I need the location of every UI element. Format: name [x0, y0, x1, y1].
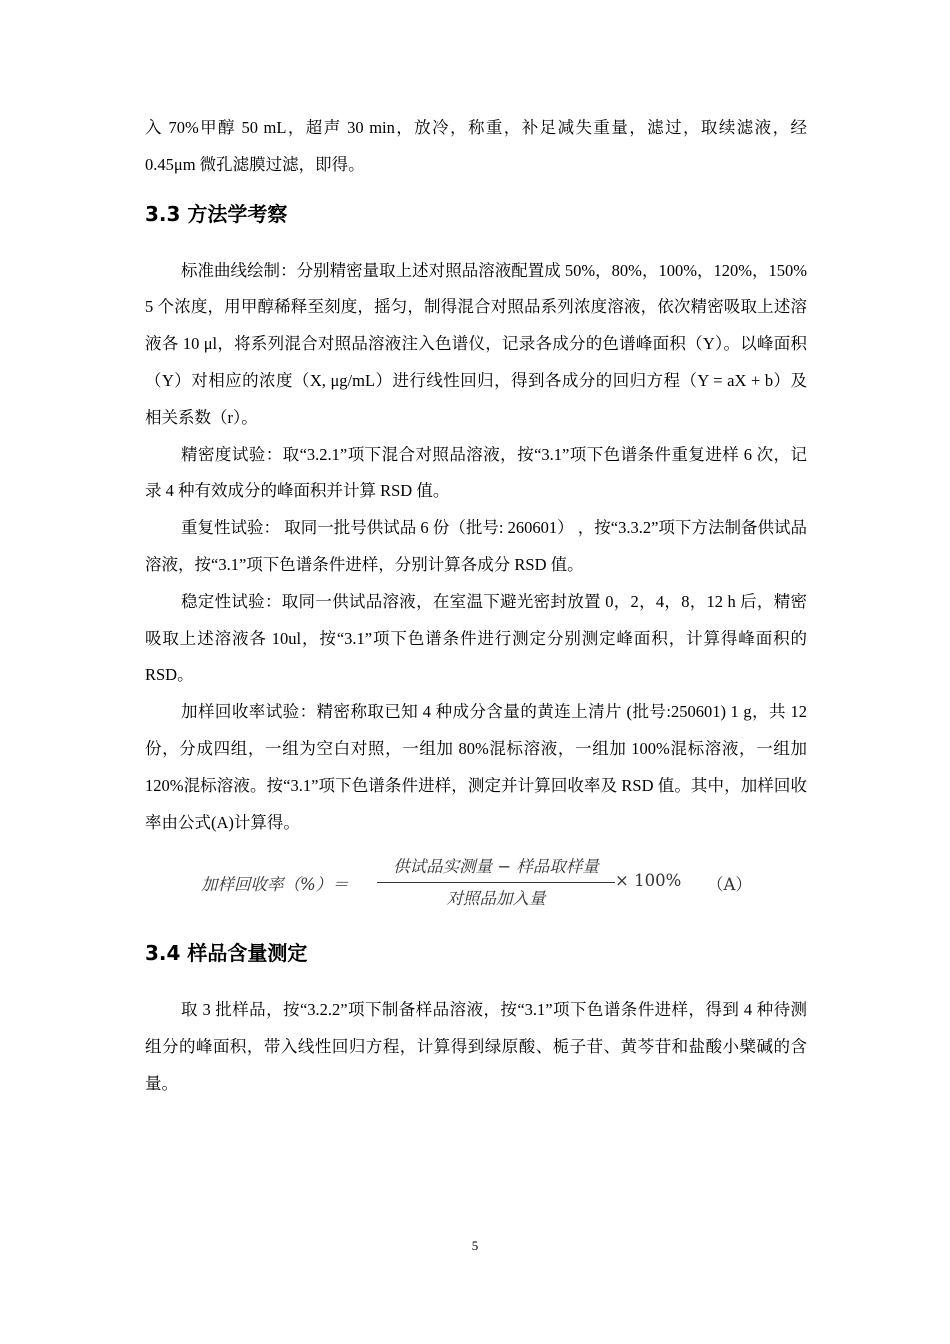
section-heading-3-3: 3.3 方法学考察: [145, 201, 288, 226]
document-page: [145, 110, 807, 1103]
paragraph-repeatability-test: 重复性试验： 取同一批号供试品 6 份（批号: 260601） ，按“3.3.2”项下方法制备供试品溶液，按“3.1”项下色谱条件进样，分别计算各成分 RSD 值。: [145, 518, 807, 574]
formula-tag: （A）: [707, 875, 752, 895]
formula-multiplier: × 100%: [615, 871, 682, 891]
section-heading-3-4: 3.4 样品含量测定: [145, 941, 308, 966]
recovery-formula: [145, 854, 807, 914]
paragraph-precision-test: 精密度试验：取“3.2.1”项下混合对照品溶液，按“3.1”项下色谱条件重复进样 6 次，记录 4 种有效成分的峰面积并计算 RSD 值。: [145, 444, 807, 501]
formula-numerator: 供试品实测量 − 样品取样量: [393, 857, 599, 877]
paragraph-sample-prep-end: 入 70%甲醇 50 mL，超声 30 min，放冷，称重，补足减失重量，滤过，取续滤液，经 0.45μm 微孔滤膜过滤，即得。: [145, 118, 807, 174]
formula-fraction-bar: [377, 882, 615, 883]
page-number: 5: [471, 1238, 479, 1253]
formula-denominator: 对照品加入量: [446, 889, 546, 909]
paragraph-standard-curve: 标准曲线绘制：分别精密量取上述对照品溶液配置成 50%，80%，100%，120%，150% 5 个浓度，用甲醇稀释至刻度，摇匀，制得混合对照品系列浓度溶液，依次精密吸取上述溶液各 10 μl，将系列混合对照品溶液注入色谱仪，记录各成分的色谱峰面积（Y）。以峰面积（Y）对相应的浓度（X, μg/mL）进行线性回归，得到各成分的回归方程（Y = aX + b）及相关系数（r）。: [145, 260, 807, 427]
formula-fraction: [377, 854, 615, 912]
formula-lhs: 加样回收率（%）＝: [201, 875, 349, 895]
paragraph-content-determination: 取 3 批样品，按“3.2.2”项下制备样品溶液，按“3.1”项下色谱条件进样，得到 4 种待测组分的峰面积，带入线性回归方程，计算得到绿原酸、栀子苷、黄芩苷和盐酸小檗碱的含量。: [145, 1000, 807, 1093]
paragraph-recovery-test: 加样回收率试验：精密称取已知 4 种成分含量的黄连上清片 (批号:250601) 1 g，共 12 份，分成四组，一组为空白对照，一组加 80%混标溶液，一组加 100%混标溶液，一组加 120%混标溶液。按“3.1”项下色谱条件进样，测定并计算回收率及 RSD 值。其中，加样回收率由公式(A)计算得。: [145, 702, 807, 832]
paragraph-stability-test: 稳定性试验：取同一供试品溶液，在室温下避光密封放置 0，2，4，8，12 h 后，精密吸取上述溶液各 10ul，按“3.1”项下色谱条件进行测定分别测定峰面积，计算得峰面积的 RSD。: [145, 591, 807, 685]
